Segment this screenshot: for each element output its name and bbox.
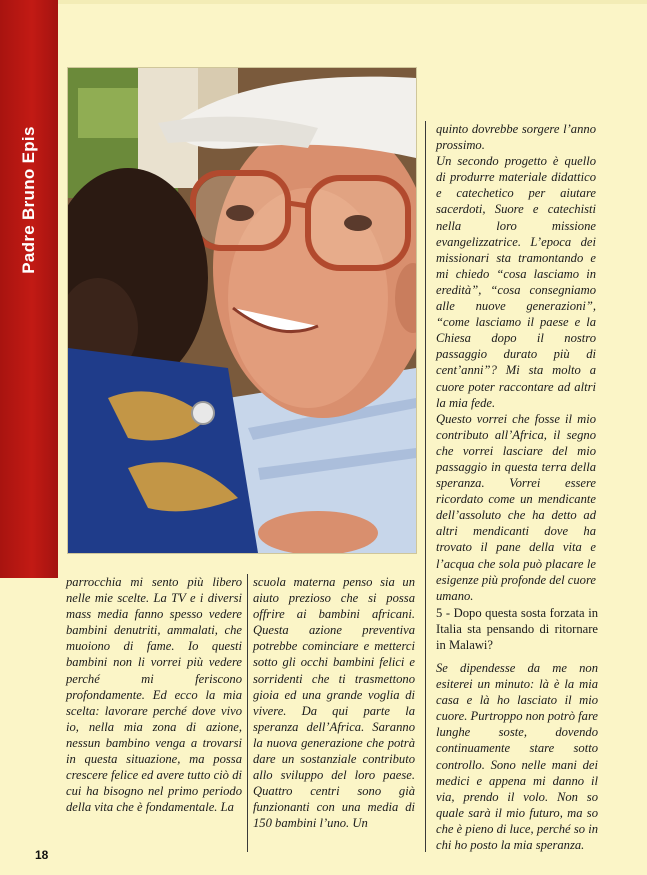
top-edge [58, 0, 647, 4]
body-text-column-2: scuola materna penso sia un aiuto prezioso che si possa offrire ai bambini africani. Questa azione preventiva potrebbe cominciare e metterci sotto gli occhi bambini felici e sorridenti che ti trasmettono gioia ed una grande voglia di vivere. Da qui parte la speranza dell’Africa. Saranno la nuova generazione che potrà dare un sostanziale contributo allo sviluppo del loro paese. Quattro centri sono già funzionanti con una media di 150 bambini l’uno. Un [253, 575, 415, 831]
paragraph-1: quinto dovrebbe sorgere l’anno prossimo. [436, 122, 596, 153]
body-text-column-3 [436, 121, 596, 604]
sidebar-red-band [0, 0, 58, 578]
sidebar-title: Padre Bruno Epis [19, 126, 38, 274]
paragraph-3: Questo vorrei che fosse il mio contributo all’Africa, il segno che vorrei lasciare del mio passaggio in questa terra della speranza. Vorrei essere ricordato come un mendicante dell’assoluto che ha detto ad altri mendicanti dove ha trovato il pane della vita e l’acqua che sola può placare le esigenze più profonde del cuore umano. [436, 411, 596, 603]
interview-answer: Se dipendesse da me non esiterei un minuto: là è la mia casa e là ho lasciato il mio cuore. Purtroppo non potrò fare lunghe soste, dovendo continuamente stare sotto controllo. Sono nelle mani dei medici e appena mi danno il via, prendo il volo. Non so quale sarà il mio futuro, ma so che è pieno di luce, perché so in chi ho posto la mia speranza. [436, 661, 598, 853]
column-rule-2 [425, 121, 426, 852]
body-text-column-1: parrocchia mi sento più libero nelle mie scelte. La TV e i diversi mass media fanno spesso vedere bambini denutriti, ammalati, che muoiono di fame. Io questi bambini non li vorrei più vedere perché mi feriscono profondamente. Ed ecco la mia scelta: lavorare perché dove vivo io, nella mia zona di azione, nessun bambino venga a trovarsi in questa situazione, ma possa crescere felice ed avere tutto ciò di cui ha bisogno nel primo periodo della vita che è fondamentale. La [66, 575, 242, 815]
sidebar [0, 0, 58, 875]
photo-priest-with-child [67, 67, 417, 554]
page-number: 18 [35, 848, 49, 862]
column-rule-1 [247, 574, 248, 852]
paragraph-2: Un secondo progetto è quello di produrre materiale didattico e catechetico per aiutare sacerdoti, Suore e catechisti nella loro missione evangelizzatrice. L’epoca dei missionari sta tramontando e mi chiedo “cosa lasciamo in eredità”, “cosa consegniamo alle nuove generazioni”, “come lasciamo il paese e la Chiesa dopo il nostro passaggio durato più di cent’anni”? Mi sta molto a cuore poter raccontare ad altri la mia fede. [436, 154, 596, 410]
interview-question: 5 - Dopo questa sosta forzata in Italia sta pensando di ritornare in Malawi? [436, 606, 598, 653]
